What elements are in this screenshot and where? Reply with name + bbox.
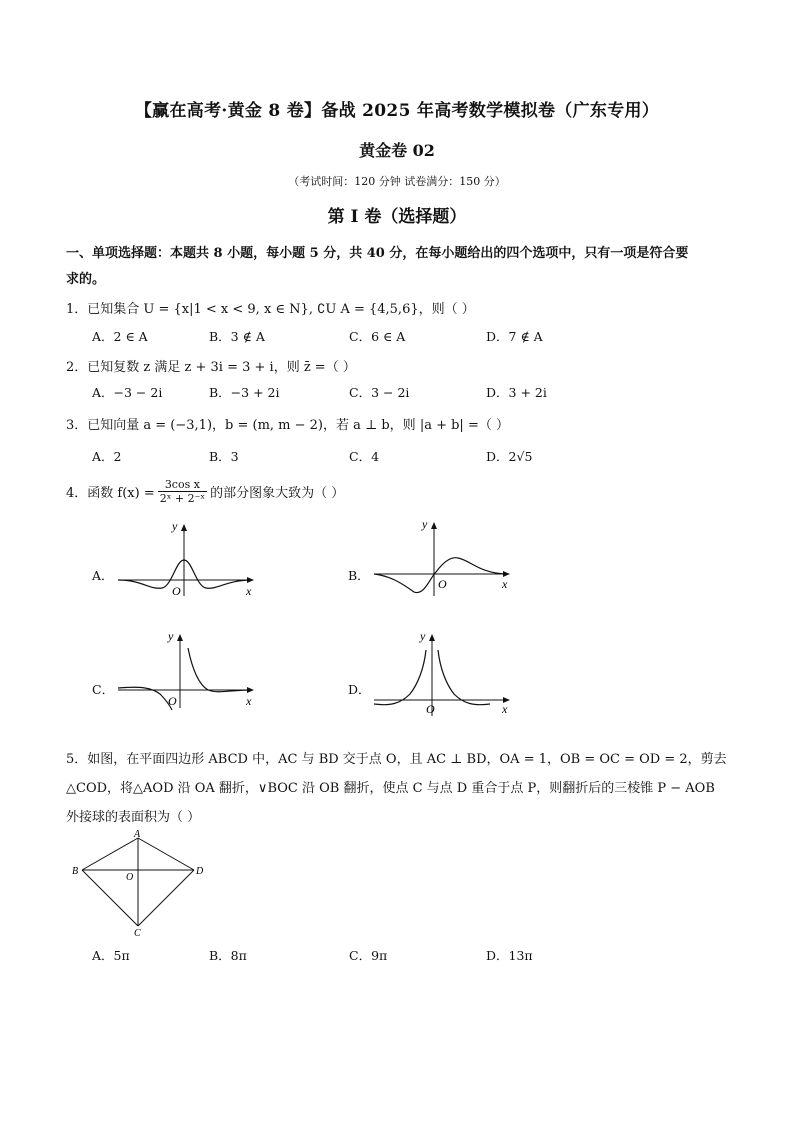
edge-cd [138, 870, 194, 926]
q5-quadrilateral-figure [70, 828, 210, 938]
y-axis-arrow [177, 634, 183, 641]
question-5-line-1: 5．如图，在平面四边形 ABCD 中，AC 与 BD 交于点 O，且 AC ⊥ BD，OA = 1，OB = OC = OD = 2，剪去 [66, 752, 727, 767]
curve-left [118, 687, 172, 710]
q4-prefix: 4．函数 f(x) = [66, 486, 155, 501]
point-o-label: O [126, 872, 134, 883]
curve-left [374, 650, 426, 705]
axis-y-label: y [422, 517, 428, 531]
origin-label: O [168, 694, 177, 708]
axis-y-label: y [168, 629, 174, 643]
question-4-text [66, 478, 344, 505]
curve-right [438, 650, 490, 705]
q4-graph-b [370, 516, 520, 598]
axis-y-label: y [172, 519, 178, 533]
point-d-label: D [196, 866, 204, 877]
page-title: 【赢在高考·黄金 8 卷】备战 2025 年高考数学模拟卷（广东专用） [134, 101, 660, 121]
q4-graph-d [370, 628, 520, 718]
edge-ab [82, 838, 138, 870]
point-c-label: C [134, 928, 141, 939]
q2-option-d: D．3 + 2i [486, 385, 547, 400]
instructions-line-2: 求的。 [66, 272, 106, 287]
q4-graph-a-label: A． [92, 568, 114, 583]
question-5-line-3: 外接球的表面积为（ ） [66, 810, 201, 825]
q4-numerator: 3cos x [158, 478, 207, 492]
q4-graph-c [112, 628, 262, 710]
q4-fraction [158, 478, 207, 505]
q2-option-a: A．−3 − 2i [92, 385, 163, 400]
curve [118, 560, 252, 588]
q4-graph-b-label: B． [348, 568, 370, 583]
axis-x-label: x [502, 702, 508, 716]
exam-info: （考试时间：120 分钟 试卷满分：150 分） [288, 175, 506, 188]
q1-option-d: D．7 ∉ A [486, 329, 543, 344]
question-2-text: 2．已知复数 z 满足 z + 3i = 3 + i，则 z̄ =（ ） [66, 360, 356, 375]
q5-figure-svg [70, 828, 210, 938]
q5-option-c: C．9π [349, 948, 388, 963]
question-1-text: 1．已知集合 U = {x|1 < x < 9, x ∈ N}, ∁U A = {4,5,6}，则（ ） [66, 302, 475, 317]
y-axis-arrow [429, 634, 435, 641]
paper-subtitle: 黄金卷 02 [359, 141, 435, 160]
origin-label: O [426, 702, 435, 716]
graph-d-svg [370, 628, 520, 718]
q1-option-b: B．3 ∉ A [209, 329, 265, 344]
question-3-text: 3．已知向量 a = (−3,1)，b = (m, m − 2)，若 a ⊥ b，则 |a + b| =（ ） [66, 418, 509, 433]
q2-option-c: C．3 − 2i [349, 385, 410, 400]
q3-option-a: A．2 [92, 449, 122, 464]
q3-option-c: C．4 [349, 449, 380, 464]
axis-x-label: x [502, 577, 508, 591]
axis-x-label: x [246, 584, 252, 598]
q1-option-c: C．6 ∈ A [349, 329, 406, 344]
q3-option-d: D．2√5 [486, 449, 533, 464]
point-a-label: A [134, 829, 141, 840]
origin-label: O [172, 584, 181, 598]
q4-denominator: 2ˣ + 2⁻ˣ [159, 492, 206, 505]
q4-graph-d-label: D． [348, 682, 371, 697]
q5-option-b: B．8π [209, 948, 247, 963]
y-axis-arrow [431, 522, 437, 529]
instructions-line-1: 一、单项选择题：本题共 8 小题，每小题 5 分，共 40 分，在每小题给出的四个选项中，只有一项是符合要 [66, 246, 689, 261]
graph-c-svg [112, 628, 262, 710]
q2-option-b: B．−3 + 2i [209, 385, 280, 400]
q5-option-d: D．13π [486, 948, 533, 963]
axis-y-label: y [420, 629, 426, 643]
graph-b-svg [370, 516, 520, 598]
edge-ad [138, 838, 194, 870]
q1-option-a: A．2 ∈ A [92, 329, 148, 344]
q5-option-a: A．5π [92, 948, 130, 963]
point-b-label: B [72, 866, 79, 877]
q3-option-b: B．3 [209, 449, 239, 464]
section-heading: 第 I 卷（选择题） [327, 207, 467, 227]
question-5-line-2: △COD，将△AOD 沿 OA 翻折，∨BOC 沿 OB 翻折，使点 C 与点 D 重合于点 P，则翻折后的三棱锥 P − AOB [66, 781, 715, 796]
axis-x-label: x [246, 694, 252, 708]
graph-a-svg [112, 516, 262, 598]
q4-graph-a [112, 516, 262, 598]
q4-graph-c-label: C． [92, 682, 115, 697]
curve-right [188, 648, 252, 692]
q4-suffix: 的部分图象大致为（ ） [210, 486, 345, 501]
origin-label: O [438, 577, 447, 591]
y-axis-arrow [181, 524, 187, 531]
